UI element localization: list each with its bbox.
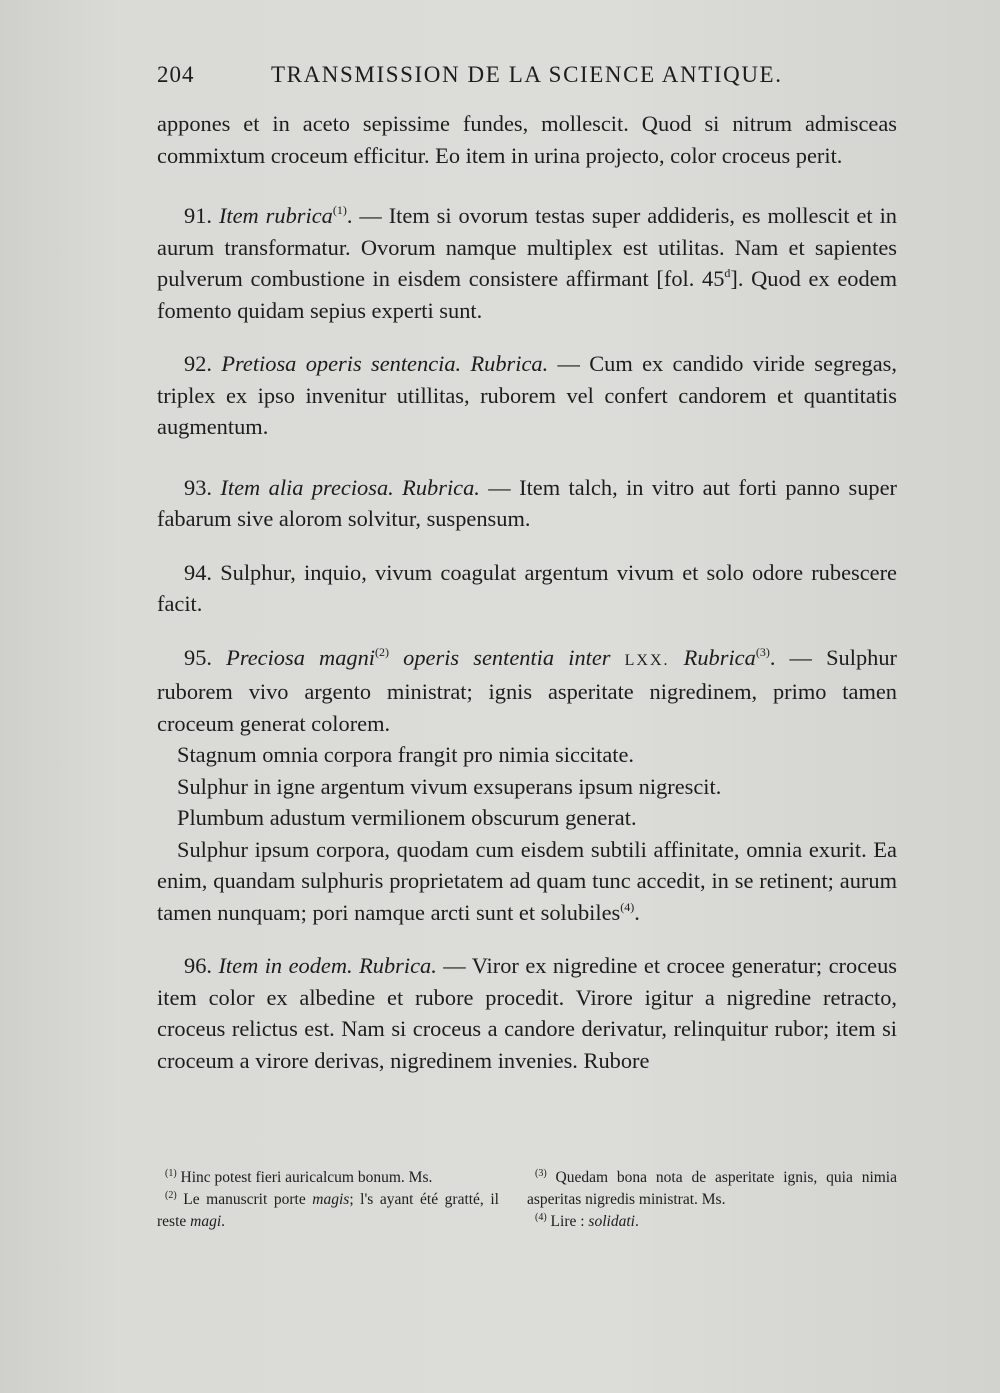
- footnote-4: [527, 1211, 897, 1233]
- section-95-line: Plumbum adustum vermilionem obscurum generat.: [177, 805, 637, 830]
- footnote-mark: (4): [535, 1212, 547, 1223]
- footnotes-right-column: [527, 1167, 897, 1233]
- footnote-3: [527, 1167, 897, 1211]
- footnote-2: [157, 1189, 499, 1233]
- footnote-mark: (3): [535, 1168, 547, 1179]
- section-95-line: Sulphur in igne argentum vivum exsuperans ipsum nigrescit.: [177, 773, 722, 799]
- footnote-ref-4: (4): [620, 899, 635, 914]
- footnote-text: Hinc potest fieri auricalcum bonum. Ms.: [176, 1169, 433, 1186]
- running-title: TRANSMISSION DE LA SCIENCE ANTIQUE.: [271, 62, 783, 87]
- section-title: Pretiosa operis sentencia. Rubrica.: [221, 351, 549, 376]
- section-number: 96.: [184, 953, 212, 978]
- footnote-ref-2: (2): [375, 644, 390, 659]
- section-94: [157, 557, 897, 620]
- footnote-text: ; l's ayant été gratté, il reste: [157, 1191, 499, 1230]
- section-96: [157, 950, 897, 1076]
- section-95-paragraph: [157, 834, 897, 929]
- paragraph-continuation: appones et in aceto sepissime fundes, mollescit. Quod si nitrum admisceas commixtum croceum efficitur. Eo item in urina projecto, color croceus perit.: [157, 111, 897, 168]
- section-text: Sulphur, inquio, vivum coagulat argentum vivum et solo odore rubescere facit.: [157, 559, 897, 616]
- footnotes-left-column: [157, 1167, 499, 1233]
- section-title: Item rubrica: [218, 203, 333, 228]
- section-title-c: Rubrica: [669, 644, 756, 670]
- section-number: 95.: [184, 644, 212, 670]
- footnote-italic: magi: [190, 1213, 222, 1230]
- section-92: [157, 348, 897, 443]
- footnote-ref-1: (1): [332, 203, 347, 217]
- page-number: 204: [157, 62, 195, 87]
- section-text: — Viror ex nigredine et crocee generatur; croceus item color ex albedine et rubore procedit. Virore igitur a nigredine retracto, croceus relictus est. Nam si croceus a candore derivatur, relinquitur rubor; item si croceum a virore derivas, nigredinem invenies. Rubore: [157, 953, 897, 1073]
- footnote-text: Quedam bona nota de asperitate ignis, quia nimia asperitas nigredis ministrat. Ms.: [527, 1169, 897, 1208]
- section-text: — Cum ex candido viride segregas, triplex ex ipso invenitur utillitas, ruborem vel confert candorem et quantitatis augmentum.: [157, 351, 897, 439]
- section-title-smallcaps: LXX.: [624, 651, 670, 669]
- section-95: [157, 642, 897, 740]
- section-text: Sulphur ipsum corpora, quodam cum eisdem subtili affinitate, omnia exurit. Ea enim, quandam sulphuris proprietatem ad quam tunc accedit, in se retinent; aurum tamen nunquam; pori namque arcti sunt et solubiles: [157, 836, 897, 925]
- section-title-a: Preciosa magni: [226, 644, 376, 670]
- section-title: Item in eodem. Rubrica.: [218, 953, 437, 978]
- folio-superscript: d: [724, 266, 731, 280]
- section-number: 91.: [184, 203, 212, 228]
- section-title-b: operis sententia inter: [389, 644, 625, 670]
- footnote-italic: solidati: [588, 1213, 635, 1230]
- footnote-text: Le manuscrit porte: [176, 1191, 313, 1208]
- footnote-mark: (2): [165, 1190, 177, 1201]
- section-text-end: .: [634, 899, 640, 925]
- footnote-text: .: [634, 1213, 639, 1230]
- section-number: 93.: [184, 474, 212, 500]
- footnote-mark: (1): [165, 1168, 177, 1179]
- section-95-line: Stagnum omnia corpora frangit pro nimia siccitate.: [177, 742, 635, 767]
- footnote-text: .: [221, 1213, 226, 1230]
- footnote-1: [157, 1167, 499, 1189]
- section-text: . — Item si ovorum testas super addideris, es mollescit et in aurum transformatur. Ovorum namque multiplex est utilitas. Nam et sapientes pulverum combustione in eisdem consistere affirmant [fol. 45: [157, 203, 897, 291]
- running-header: [157, 62, 897, 92]
- main-text: [157, 108, 897, 1076]
- footnote-text: Lire :: [546, 1213, 589, 1230]
- section-number: 92.: [184, 351, 212, 376]
- section-text: — Item talch, in vitro aut forti panno super fabarum sive alorom solvitur, suspensum.: [157, 474, 897, 531]
- section-text-end: ]. Quod ex eodem fomento quidam sepius experti sunt.: [157, 266, 897, 323]
- section-title: Item alia preciosa. Rubrica.: [220, 474, 480, 500]
- section-93: [157, 472, 897, 535]
- footnote-ref-3: (3): [755, 644, 770, 659]
- footnote-italic: magis: [312, 1191, 350, 1208]
- section-number: 94.: [184, 559, 212, 585]
- section-91: [157, 200, 897, 326]
- section-text: . — Sulphur ruborem vivo argento ministrat; ignis asperitate nigredinem, primo tamen croceum generat colorem.: [157, 644, 897, 736]
